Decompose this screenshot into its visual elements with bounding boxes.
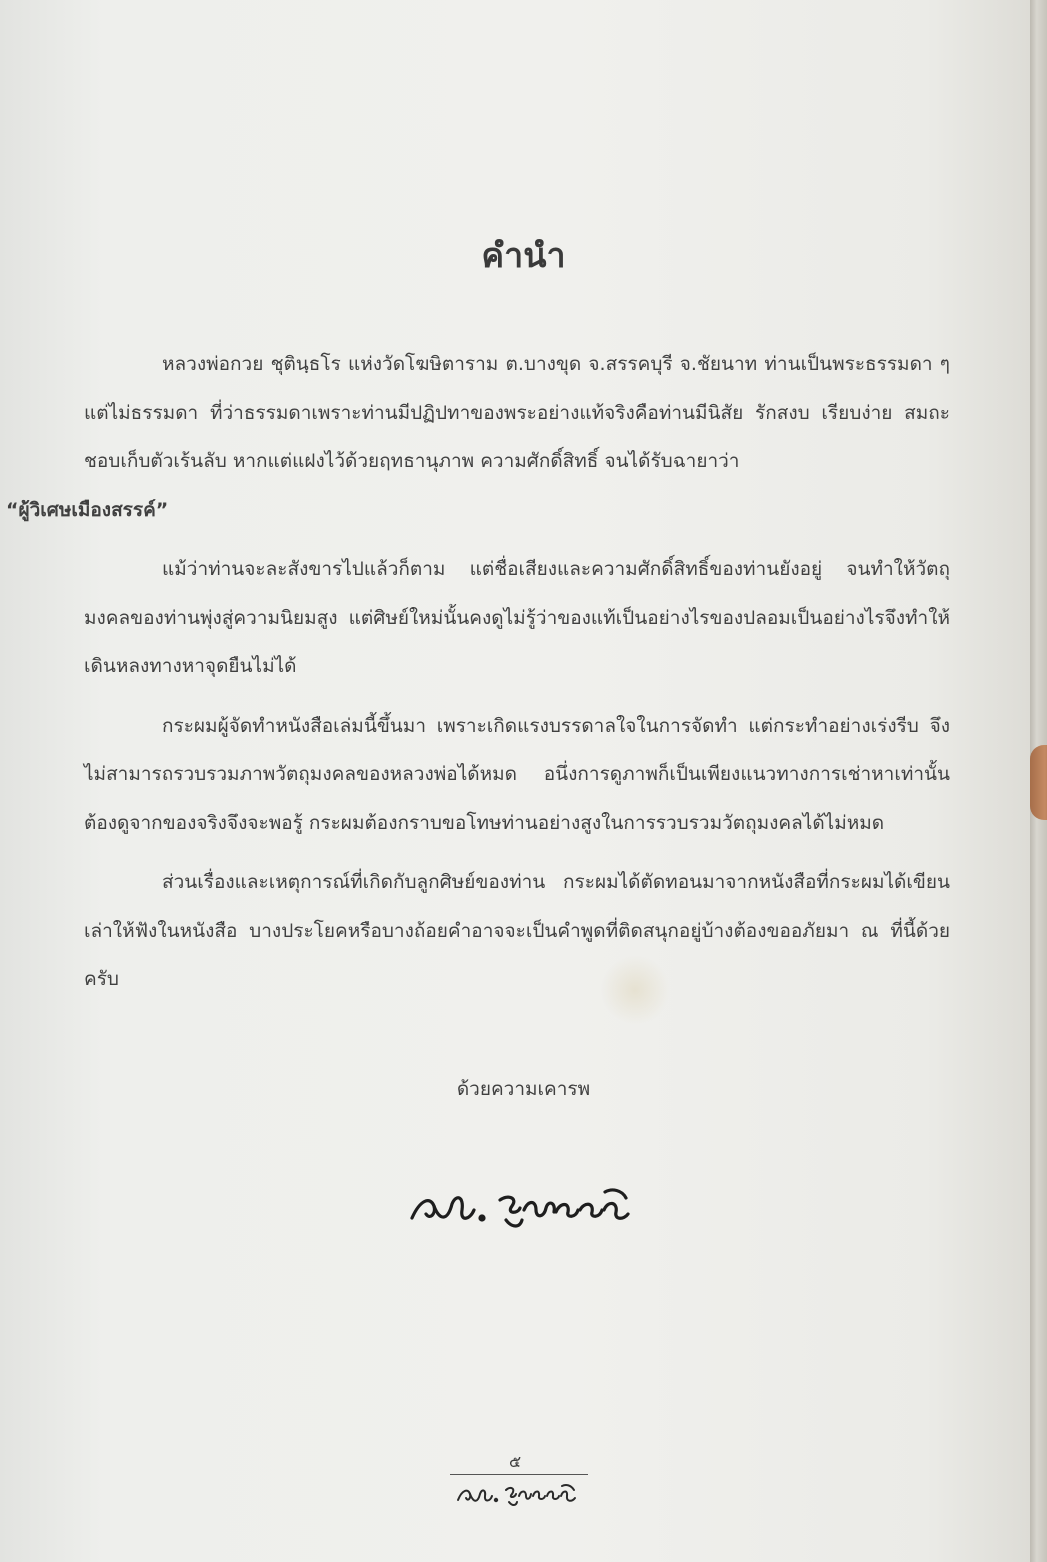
handwritten-signature xyxy=(400,1170,640,1250)
page-title: คำนำ xyxy=(481,236,566,276)
page-footer xyxy=(430,1450,600,1520)
paragraph-1 xyxy=(6,340,950,534)
nickname-quote: “ผู้วิเศษเมืองสรรค์” xyxy=(6,498,169,521)
paragraph-3 xyxy=(84,702,950,848)
paragraph-2 xyxy=(84,545,950,691)
paragraph-2-text: แม้ว่าท่านจะละสังขารไปแล้วก็ตาม แต่ชื่อเสียงและความศักดิ์สิทธิ์ของท่านยังอยู่ จนทำให้วัตถุมงคลของท่านพุ่งสู่ความนิยมสูง แต่ศิษย์ใหม่นั้นคงดูไม่รู้ว่าของแท้เป็นอย่างไรของปลอมเป็นอย่างไรจึงทำให้เดินหลงทางหาจุดยืนไม่ได้ xyxy=(84,558,950,677)
paragraph-4 xyxy=(84,858,950,1004)
footer-signature xyxy=(452,1476,592,1516)
paragraph-1-text: หลวงพ่อกวย ชุตินฺธโร แห่งวัดโฆษิตาราม ต.บางขุด จ.สรรคบุรี จ.ชัยนาท ท่านเป็นพระธรรมดา ๆ แต่ไม่ธรรมดา ที่ว่าธรรมดาเพราะท่านมีปฏิปทาของพระอย่างแท้จริงคือท่านมีนิสัย รักสงบ เรียบง่าย สมถะ ชอบเก็บตัวเร้นลับ หากแต่แฝงไว้ด้วยฤทธานุภาพ ความศักดิ์สิทธิ์ จนได้รับฉายาว่า xyxy=(84,353,950,472)
footer-rule xyxy=(450,1474,588,1475)
holding-thumb xyxy=(1030,745,1047,820)
closing-salutation: ด้วยความเคารพ xyxy=(456,1078,591,1100)
preface-body xyxy=(6,340,950,1015)
paragraph-3-text: กระผมผู้จัดทำหนังสือเล่มนี้ขึ้นมา เพราะเกิดแรงบรรดาลใจในการจัดทำ แต่กระทำอย่างเร่งรีบ จึงไม่สามารถรวบรวมภาพวัตถุมงคลของหลวงพ่อได้หมด อนึ่งการดูภาพก็เป็นเพียงแนวทางการเช่าหาเท่านั้น ต้องดูจากของจริงจึงจะพอรู้ กระผมต้องกราบขอโทษท่านอย่างสูงในการรวบรวมวัตถุมงคลได้ไม่หมด xyxy=(84,714,950,834)
paragraph-4-text: ส่วนเรื่องและเหตุการณ์ที่เกิดกับลูกศิษย์ของท่าน กระผมได้ตัดทอนมาจากหนังสือที่กระผมได้เขียนเล่าให้ฟังในหนังสือ บางประโยคหรือบางถ้อยคำอาจจะเป็นคำพูดที่ติดสนุกอยู่บ้างต้องขออภัยมา ณ ที่นี้ด้วยครับ xyxy=(84,871,950,990)
page-number: ๕ xyxy=(508,1452,522,1471)
